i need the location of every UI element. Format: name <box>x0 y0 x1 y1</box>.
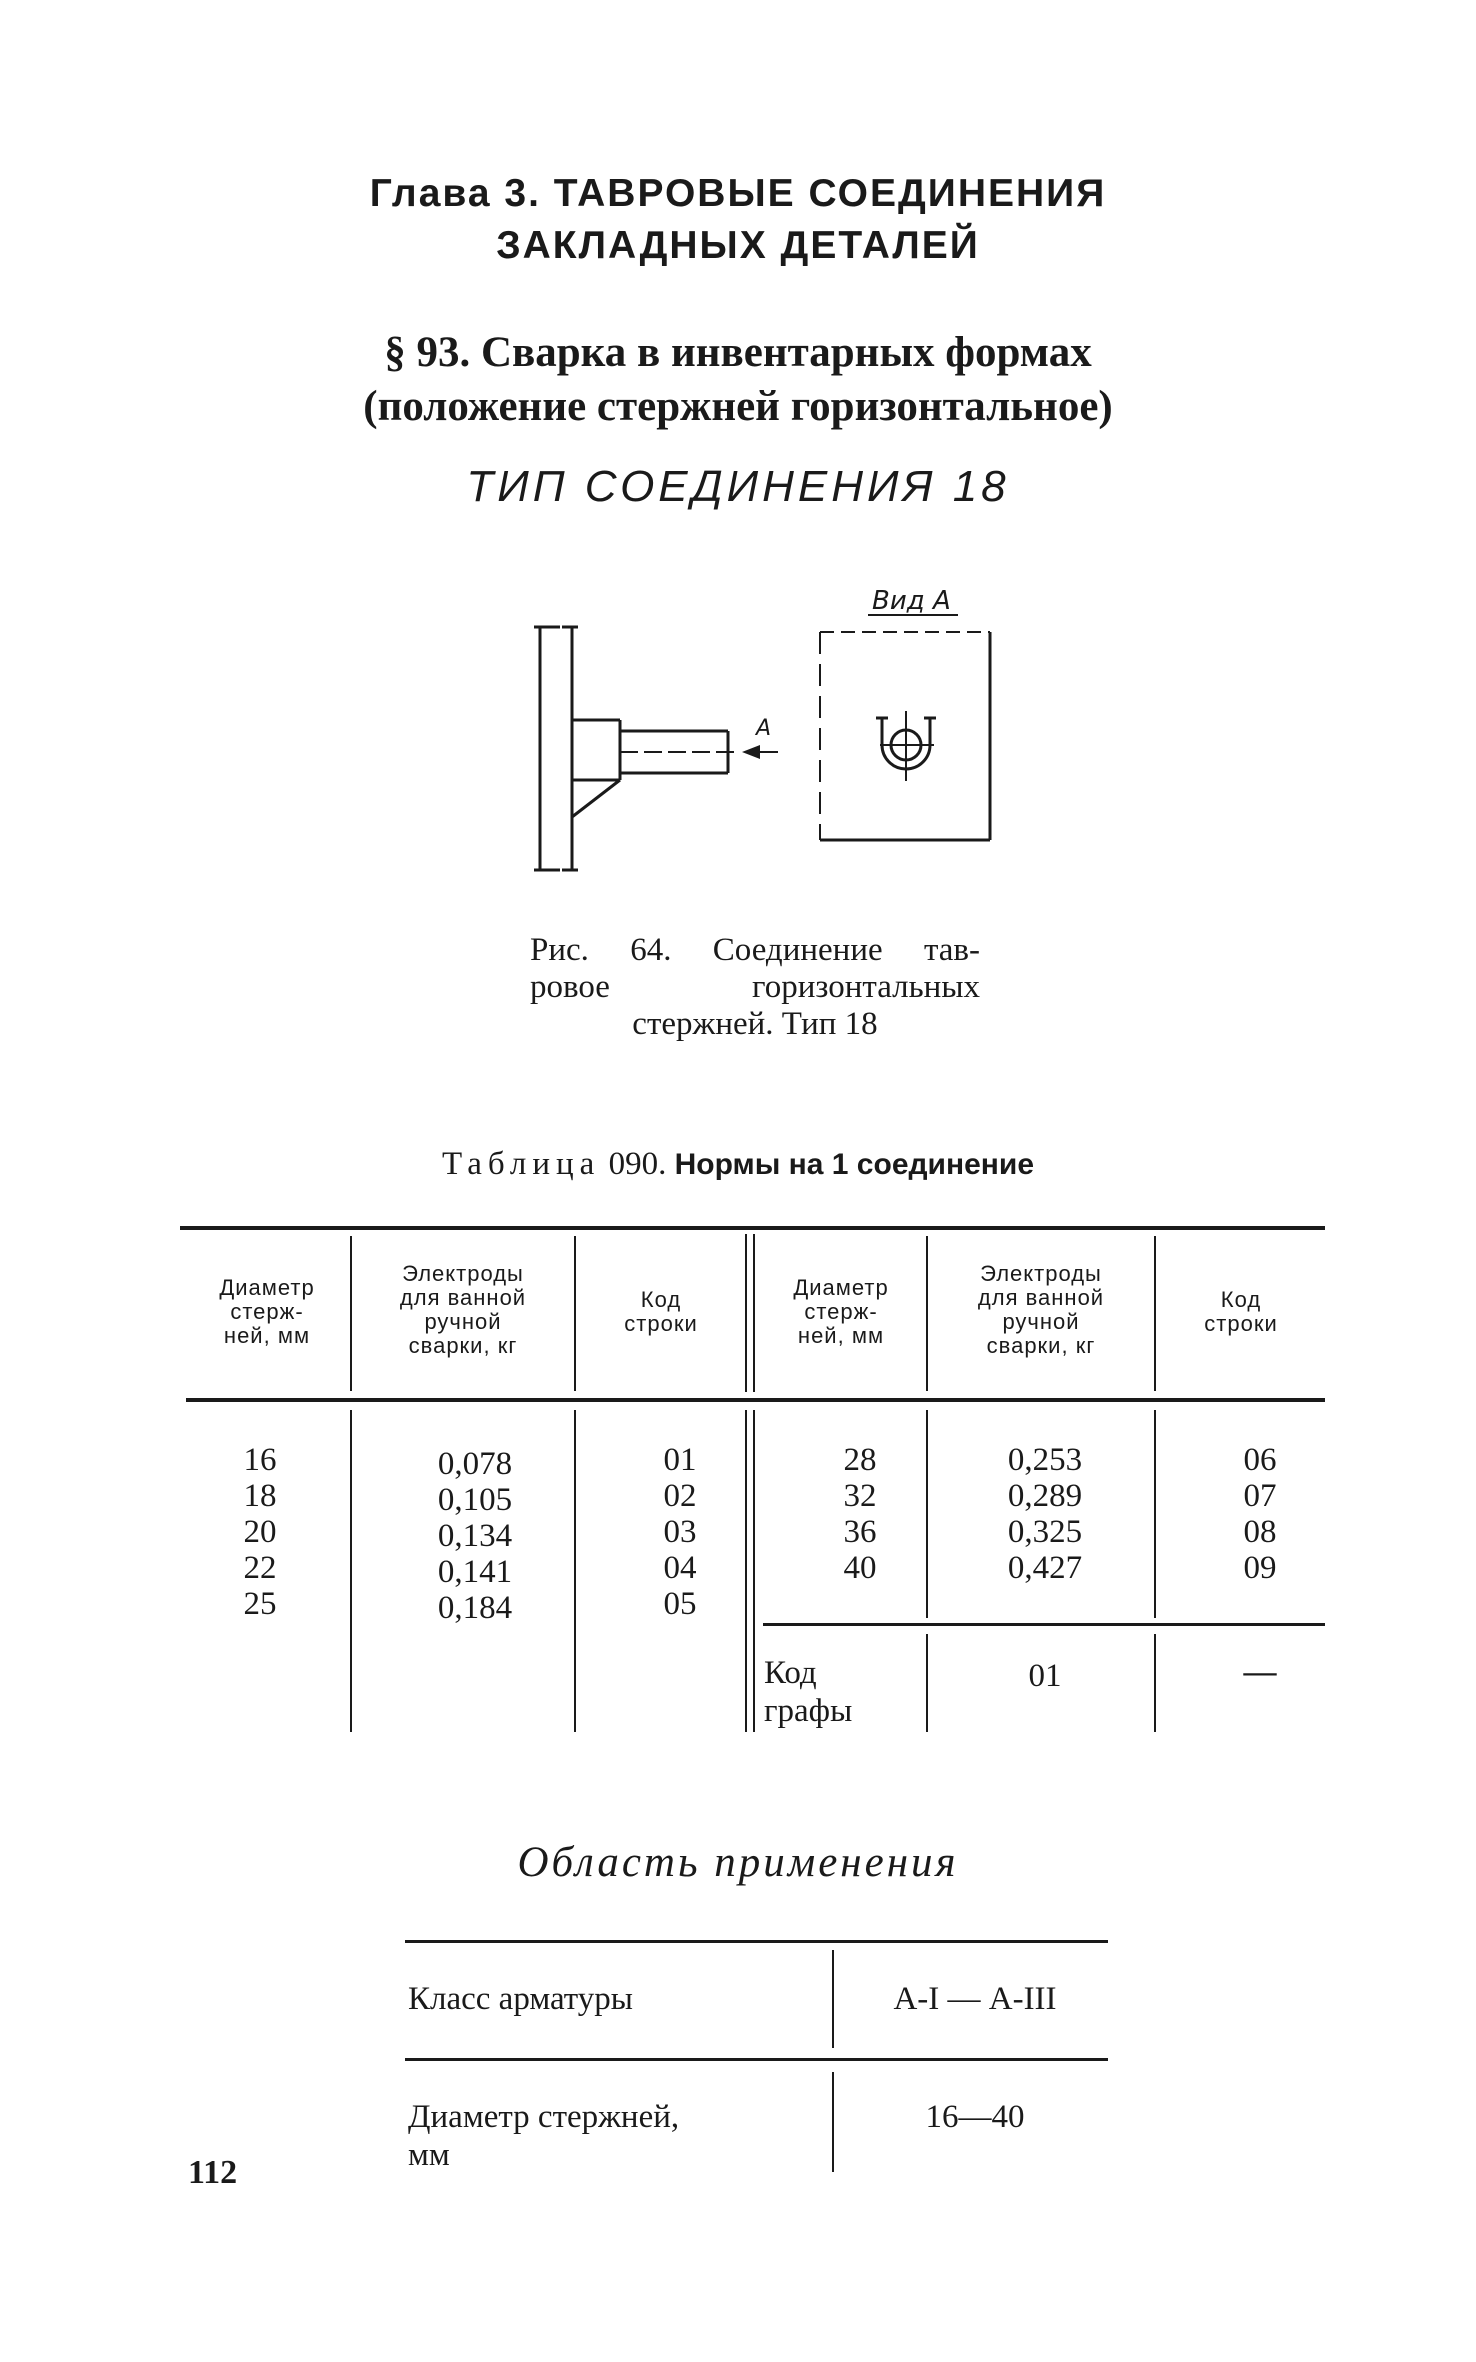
table-cell: 06 <box>1243 1442 1277 1478</box>
table-title-word: Таблица <box>441 1146 601 1182</box>
column-code-dash: — <box>1243 1654 1277 1690</box>
header-text: ней, мм <box>797 1323 885 1348</box>
caption-word: ровое <box>530 969 610 1005</box>
view-label: Вид А <box>872 586 951 616</box>
table-cell: 0,184 <box>437 1590 513 1626</box>
header-electrodes-right <box>930 1262 1152 1358</box>
header-diameter-left <box>186 1276 348 1348</box>
table-title <box>0 1146 1476 1183</box>
column-code-label <box>764 1654 852 1730</box>
table-cell: 0,134 <box>437 1518 513 1554</box>
chapter-heading <box>0 168 1476 272</box>
table-cell: 0,325 <box>1007 1514 1083 1550</box>
table-cell: 03 <box>663 1514 697 1550</box>
table-cell: 40 <box>843 1550 877 1586</box>
column-diameter-left <box>200 1442 320 1622</box>
header-text: ручной <box>424 1309 502 1334</box>
table-cell: 05 <box>663 1586 697 1622</box>
scope-row2-value: 16—40 <box>925 2099 1025 2135</box>
header-text: строки <box>624 1311 698 1336</box>
table-cell: 0,078 <box>437 1446 513 1482</box>
caption-line1: Рис. 64. Соединение тав- <box>530 932 980 968</box>
page-number: 112 <box>188 2154 238 2191</box>
table-cell: 04 <box>663 1550 697 1586</box>
header-text: для ванной <box>977 1285 1105 1310</box>
table-cell: 0,105 <box>437 1482 513 1518</box>
header-code-left <box>578 1288 744 1336</box>
table-cell: 01 <box>663 1442 697 1478</box>
table-cell: 08 <box>1243 1514 1277 1550</box>
table-cell: 02 <box>663 1478 697 1514</box>
header-text: Электроды <box>980 1261 1102 1286</box>
table-cell: 36 <box>843 1514 877 1550</box>
header-code-right <box>1158 1288 1324 1336</box>
header-text: ней, мм <box>223 1323 311 1348</box>
table-header-rule <box>186 1398 1325 1402</box>
column-electrodes-left <box>400 1446 550 1626</box>
table-cell: 22 <box>243 1550 277 1586</box>
header-text: сварки, кг <box>986 1333 1096 1358</box>
section-heading <box>0 326 1476 434</box>
table-cell: 32 <box>843 1478 877 1514</box>
caption-word: горизонтальных <box>752 969 980 1005</box>
table-cell: 0,141 <box>437 1554 513 1590</box>
header-text: Диаметр <box>219 1275 315 1300</box>
scope-middle-rule <box>405 2058 1108 2061</box>
header-diameter-right <box>757 1276 925 1348</box>
scope-title: Область применения <box>517 1839 959 1886</box>
scope-row1-label: Класс арматуры <box>408 1981 633 2017</box>
table-cell: 28 <box>843 1442 877 1478</box>
arrow-label: А <box>756 716 772 741</box>
column-code-value: 01 <box>1028 1658 1062 1694</box>
scope-row2-label-line1: Диаметр стержней, <box>408 2099 680 2135</box>
column-code-label-line1: Код <box>764 1655 817 1691</box>
column-diameter-right <box>800 1442 920 1586</box>
header-text: стерж- <box>804 1299 878 1324</box>
scope-row1-value: А-I — А-III <box>893 1981 1057 2017</box>
table-cell: 0,253 <box>1007 1442 1083 1478</box>
section-title-line1: § 93. Сварка в инвентарных формах <box>384 329 1092 376</box>
table-title-rest: Нормы на 1 соединение <box>674 1148 1035 1181</box>
header-text: для ванной <box>399 1285 527 1310</box>
column-electrodes-right <box>970 1442 1120 1586</box>
scope-divider-bottom <box>832 2072 834 2172</box>
scope-row2-label-line2: мм <box>408 2137 450 2173</box>
table-right-bottom-rule <box>763 1623 1325 1626</box>
table-top-rule <box>180 1226 1325 1230</box>
header-text: ручной <box>1002 1309 1080 1334</box>
header-text: строки <box>1204 1311 1278 1336</box>
table-cell: 0,427 <box>1007 1550 1083 1586</box>
connection-type-heading: ТИП СОЕДИНЕНИЯ 18 <box>466 462 1010 511</box>
header-electrodes-left <box>354 1262 572 1358</box>
table-cell: 0,289 <box>1007 1478 1083 1514</box>
column-code-right <box>1200 1442 1320 1586</box>
header-text: стерж- <box>230 1299 304 1324</box>
table-cell: 09 <box>1243 1550 1277 1586</box>
header-text: Электроды <box>402 1261 524 1286</box>
scope-divider-top <box>832 1950 834 2048</box>
table-cell: 18 <box>243 1478 277 1514</box>
header-text: Код <box>640 1287 682 1312</box>
scope-top-rule <box>405 1940 1108 1943</box>
column-code-left <box>620 1442 740 1622</box>
table-cell: 20 <box>243 1514 277 1550</box>
figure-tee-joint-drawing <box>520 585 1020 885</box>
header-text: Диаметр <box>793 1275 889 1300</box>
table-cell: 07 <box>1243 1478 1277 1514</box>
header-text: сварки, кг <box>408 1333 518 1358</box>
table-cell: 25 <box>243 1586 277 1622</box>
caption-line3: стержней. Тип 18 <box>632 1006 878 1042</box>
chapter-title-line2: ЗАКЛАДНЫХ ДЕТАЛЕЙ <box>496 224 980 267</box>
table-number: 090. <box>608 1146 667 1182</box>
section-title-line2: (положение стержней горизонтальное) <box>363 383 1113 430</box>
table-cell: 16 <box>243 1442 277 1478</box>
header-text: Код <box>1220 1287 1262 1312</box>
arrow-head <box>742 745 760 759</box>
chapter-title-line1: Глава 3. ТАВРОВЫЕ СОЕДИНЕНИЯ <box>369 172 1107 215</box>
column-code-label-line2: графы <box>764 1693 853 1729</box>
figure-caption <box>530 932 980 1043</box>
caption-line2 <box>530 969 980 1006</box>
scope-row2-label <box>408 2098 679 2174</box>
